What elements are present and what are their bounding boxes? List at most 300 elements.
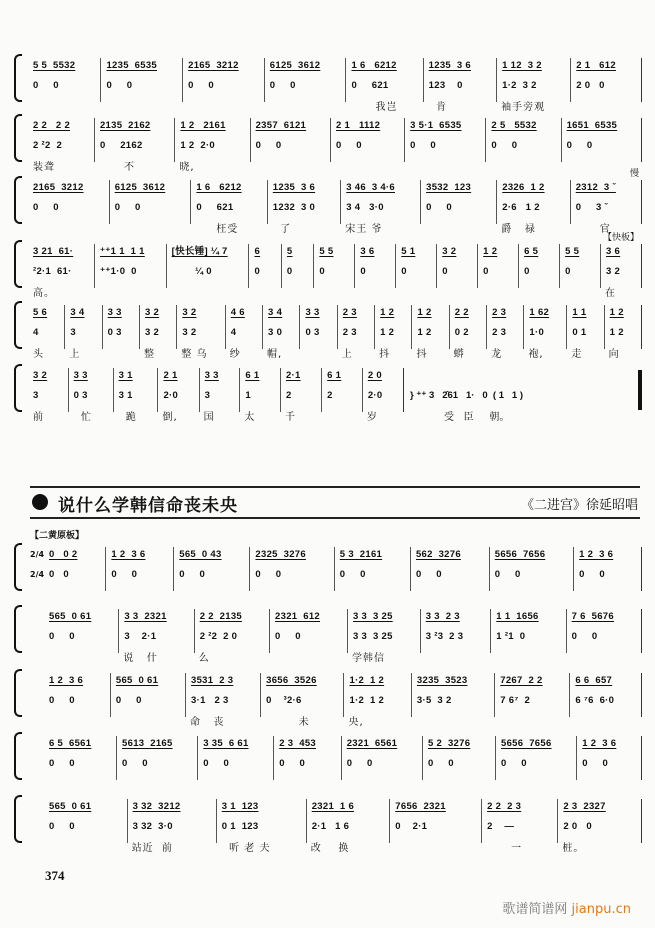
accompaniment-notes: 1 bbox=[245, 390, 251, 401]
measure-row bbox=[28, 118, 642, 174]
measure bbox=[176, 305, 224, 361]
melody-notes: 5613 2165 bbox=[122, 738, 173, 749]
melody-notes: 2165 3212 bbox=[33, 182, 84, 193]
measure bbox=[569, 673, 642, 729]
accompaniment-notes: 3 bbox=[204, 390, 211, 401]
measure bbox=[110, 673, 185, 729]
accompaniment-notes: 0 0 bbox=[203, 758, 230, 769]
measure bbox=[127, 799, 216, 855]
measure-staff bbox=[330, 118, 404, 162]
lyric-text: 站近 前 bbox=[131, 843, 173, 854]
measure-staff bbox=[166, 244, 249, 288]
accompaniment-notes: 2·6 1 2 bbox=[502, 202, 540, 213]
measure bbox=[494, 673, 569, 729]
measure bbox=[28, 244, 94, 300]
accompaniment-notes: 3·5 3 2 bbox=[416, 695, 452, 706]
accompaniment-notes: 0 0 bbox=[415, 569, 442, 580]
melody-notes: 1 2 bbox=[380, 307, 395, 318]
melody-notes: 3656 3526 bbox=[266, 675, 317, 686]
lyric-text bbox=[281, 288, 313, 300]
lyric-text: 么 bbox=[198, 653, 210, 664]
measure-row bbox=[44, 547, 642, 603]
melody-notes: 2326 1 2 bbox=[502, 182, 545, 193]
melody-notes: 2 3 2327 bbox=[563, 801, 606, 812]
melody-notes: 1 2 3 6 bbox=[579, 549, 614, 560]
melody-notes: 5 5 5532 bbox=[33, 60, 76, 71]
measure bbox=[557, 799, 642, 855]
melody-notes: 2·1 bbox=[285, 370, 301, 381]
measure bbox=[299, 305, 336, 361]
accompaniment-notes: 6 ⁷6 6·0 bbox=[575, 695, 615, 706]
measure bbox=[139, 305, 176, 361]
accompaniment-notes: 0 0 bbox=[49, 569, 69, 580]
measure-row bbox=[28, 305, 642, 361]
lyric-text bbox=[105, 591, 173, 603]
system-bracket bbox=[14, 795, 22, 843]
measure-staff bbox=[306, 799, 390, 843]
measure-staff bbox=[100, 58, 182, 102]
measure-staff bbox=[280, 368, 321, 412]
accompaniment-notes: 0 0 bbox=[114, 202, 141, 213]
accompaniment-notes: 0 0 bbox=[346, 758, 373, 769]
measure bbox=[321, 368, 362, 424]
measure bbox=[422, 736, 495, 792]
lyric-text: 肯 bbox=[427, 102, 448, 113]
melody-notes: [快长锤] ¼ 7 bbox=[171, 246, 228, 257]
measure bbox=[113, 368, 158, 424]
measure-staff bbox=[334, 547, 410, 591]
score-system bbox=[14, 305, 642, 361]
lyric-text: 帽, bbox=[267, 349, 283, 360]
melody-notes: 3 1 bbox=[118, 370, 133, 381]
measure-staff bbox=[420, 609, 491, 653]
accompaniment-notes: 0 0 bbox=[49, 821, 75, 832]
measure-staff bbox=[313, 244, 354, 288]
measure-staff bbox=[44, 673, 110, 717]
melody-notes: 6125 3612 bbox=[269, 60, 321, 71]
melody-notes: 5656 7656 bbox=[500, 738, 552, 749]
system-bracket bbox=[14, 732, 22, 780]
score-system bbox=[14, 799, 642, 855]
melody-notes: 5 1 bbox=[401, 246, 416, 257]
accompaniment-notes: 0 0 bbox=[49, 695, 75, 706]
measure bbox=[496, 58, 570, 114]
accompaniment-notes: 0 0 bbox=[427, 758, 454, 769]
accompaniment-notes: 123 0 bbox=[428, 80, 463, 91]
lyric-text bbox=[110, 717, 185, 729]
lyric-text: 枉受 bbox=[195, 224, 239, 235]
measure-staff bbox=[477, 244, 518, 288]
lyric-text bbox=[477, 288, 518, 300]
measure bbox=[523, 305, 566, 361]
lyric-text: 听 老 夫 bbox=[220, 843, 271, 854]
measure-staff bbox=[64, 305, 101, 349]
measure-staff bbox=[354, 244, 395, 288]
melody-notes: 2 1 612 bbox=[576, 60, 616, 71]
measure-staff bbox=[94, 118, 174, 162]
accompaniment-notes: 0 ³2·6 bbox=[266, 695, 302, 706]
lyric-text bbox=[102, 349, 139, 361]
accompaniment-notes: 1 2 2·0 bbox=[180, 140, 216, 151]
measure-staff bbox=[102, 305, 139, 349]
measure-staff bbox=[173, 547, 249, 591]
measure-row bbox=[28, 169, 642, 236]
lyric-text bbox=[321, 412, 362, 424]
measure-staff bbox=[281, 244, 313, 288]
lyric-text bbox=[116, 780, 197, 792]
measure bbox=[573, 547, 642, 603]
accompaniment-notes: 0 0 bbox=[336, 140, 362, 151]
measure-staff bbox=[118, 609, 193, 653]
melody-notes: 1 1 bbox=[572, 307, 587, 318]
melody-notes: 1·2 1 2 bbox=[349, 675, 385, 686]
measure bbox=[561, 118, 642, 174]
measure-staff bbox=[561, 118, 642, 162]
measure bbox=[313, 244, 354, 300]
measure-staff bbox=[347, 609, 420, 653]
measure bbox=[281, 244, 313, 300]
measure-staff bbox=[262, 305, 299, 349]
melody-notes: 3 21 61· bbox=[33, 246, 74, 257]
accompaniment-notes: 0 0 bbox=[571, 631, 598, 642]
lyric-text bbox=[44, 717, 110, 729]
accompaniment-notes: 0 1 123 bbox=[221, 821, 259, 832]
measure-staff bbox=[250, 118, 330, 162]
measure-staff bbox=[490, 609, 565, 653]
melody-notes: 6 bbox=[254, 246, 261, 257]
measure bbox=[343, 673, 410, 729]
lyric-text: 太 bbox=[244, 412, 256, 423]
accompaniment-notes: 3 0 bbox=[268, 327, 283, 338]
system-bracket bbox=[14, 176, 22, 224]
tempo-marking: 【二黄原板】 bbox=[30, 531, 85, 541]
lyric-text bbox=[436, 288, 477, 300]
accompaniment-notes: 0 3 bbox=[305, 327, 320, 338]
lyric-text bbox=[44, 653, 118, 665]
measure-staff bbox=[495, 736, 576, 780]
measure bbox=[604, 305, 642, 361]
measure bbox=[182, 58, 264, 114]
lyric-text: 学韩信 bbox=[352, 653, 386, 664]
melody-notes: 1235 3 6 bbox=[428, 60, 471, 71]
accompaniment-notes: 2 3 bbox=[342, 327, 357, 338]
lyric-text: 不 bbox=[98, 162, 136, 173]
melody-notes: 3 3 2 3 bbox=[425, 611, 460, 622]
melody-notes: 6 1 bbox=[327, 370, 342, 381]
lyric-text: 在 bbox=[605, 288, 617, 299]
melody-notes: 3 5·1 6535 bbox=[410, 120, 462, 131]
measure-staff bbox=[44, 609, 118, 653]
measure-staff bbox=[496, 58, 570, 102]
system-bracket bbox=[14, 54, 22, 102]
score-system bbox=[14, 673, 642, 729]
measure bbox=[410, 547, 489, 603]
measure bbox=[354, 244, 395, 300]
melody-notes: 5 5 bbox=[565, 246, 580, 257]
measure-staff bbox=[299, 305, 336, 349]
lyric-text: 未 bbox=[265, 717, 310, 728]
measure bbox=[570, 169, 642, 236]
accompaniment-notes: 2·0 bbox=[367, 390, 383, 401]
melody-notes: 2357 6121 bbox=[255, 120, 307, 131]
melody-notes: 1 62 bbox=[529, 307, 550, 318]
accompaniment-notes: 0 bbox=[319, 266, 325, 277]
measure-staff bbox=[496, 180, 569, 224]
accompaniment-notes: 3 2 bbox=[144, 327, 160, 338]
accompaniment-notes: 1 2 bbox=[417, 327, 432, 338]
melody-notes: 2321 1 6 bbox=[311, 801, 355, 812]
measure bbox=[490, 609, 565, 665]
measure bbox=[496, 180, 569, 236]
accompaniment-notes: 2 3 bbox=[492, 327, 507, 338]
measure-staff bbox=[420, 180, 496, 224]
lyric-text bbox=[166, 288, 249, 300]
accompaniment-notes: ¼ 0 bbox=[171, 266, 212, 277]
page-number: 374 bbox=[45, 868, 65, 883]
measure bbox=[262, 305, 299, 361]
system-bracket bbox=[14, 240, 22, 288]
lyric-text bbox=[495, 780, 576, 792]
measure bbox=[436, 244, 477, 300]
lyric-text: 走 bbox=[571, 349, 583, 360]
measure-staff bbox=[573, 547, 642, 591]
lyric-text: 了 bbox=[271, 224, 292, 235]
melody-notes: 7267 2 2 bbox=[500, 675, 543, 686]
score-system bbox=[14, 368, 523, 424]
lyric-text: 说 什 bbox=[123, 653, 158, 664]
accompaniment-notes: 3 2·1 bbox=[124, 631, 157, 642]
measure bbox=[260, 673, 343, 729]
lyric-text bbox=[197, 780, 273, 792]
measure-row bbox=[44, 609, 642, 665]
song-attribution: 《二进宫》徐延昭唱 bbox=[520, 498, 638, 513]
accompaniment-notes: 0 0 bbox=[275, 631, 301, 642]
melody-notes: 5 3 2161 bbox=[339, 549, 383, 560]
measure-staff bbox=[485, 118, 560, 162]
accompaniment-notes: 3·1 2 3 bbox=[191, 695, 229, 706]
measure bbox=[404, 118, 485, 174]
melody-notes: 3 2 bbox=[144, 307, 160, 318]
lyric-text bbox=[330, 162, 404, 174]
accompaniment-notes: 1 2 bbox=[609, 327, 624, 338]
melody-notes: 3 3 3 25 bbox=[353, 611, 393, 622]
measure-staff bbox=[559, 244, 600, 288]
measure-staff bbox=[28, 180, 109, 224]
ending-notes: } ⁺⁺ 3 2̂61 1· 0 ( 1 1 ) bbox=[410, 390, 523, 401]
measure bbox=[334, 547, 410, 603]
accompaniment-notes: 0 2162 bbox=[99, 140, 143, 151]
accompaniment-notes: 0 0 bbox=[279, 758, 306, 769]
lyric-text bbox=[273, 780, 340, 792]
system-bracket bbox=[14, 543, 22, 591]
melody-notes: 565 0 61 bbox=[49, 611, 92, 622]
lyric-text: 上 bbox=[69, 349, 81, 360]
lyric-text bbox=[249, 591, 333, 603]
lyric-text: 爵 禄 bbox=[501, 224, 536, 235]
measure-staff bbox=[436, 244, 477, 288]
measure-staff bbox=[113, 368, 158, 412]
accompaniment-notes: 0 bbox=[286, 266, 293, 277]
lyric-text bbox=[420, 224, 496, 236]
lyric-text bbox=[299, 349, 336, 361]
measure-staff bbox=[216, 799, 306, 843]
lyric-text bbox=[28, 224, 109, 236]
accompaniment-notes: 0 0 bbox=[494, 569, 521, 580]
measure bbox=[420, 609, 491, 665]
measure bbox=[337, 305, 374, 361]
measure bbox=[28, 368, 68, 424]
measure-row bbox=[28, 58, 642, 114]
measure-staff bbox=[249, 547, 333, 591]
measure bbox=[174, 118, 249, 174]
measure bbox=[345, 58, 422, 114]
measure bbox=[28, 305, 64, 361]
melody-notes: 1235 3 6 bbox=[272, 182, 316, 193]
lyric-text: 岁 bbox=[366, 412, 378, 423]
melody-notes: 1 2 bbox=[609, 307, 624, 318]
lyric-text bbox=[100, 102, 182, 114]
measure-staff bbox=[273, 736, 340, 780]
accompaniment-notes: 0 3 ˇ bbox=[575, 202, 608, 213]
accompaniment-notes: 1·2 3 2 bbox=[502, 80, 537, 91]
measure-staff bbox=[486, 305, 523, 349]
measure bbox=[306, 799, 390, 855]
accompaniment-notes: 0 bbox=[401, 266, 407, 277]
lyric-text bbox=[559, 288, 600, 300]
lyric-text: 改 换 bbox=[310, 843, 350, 854]
measure-staff bbox=[422, 736, 495, 780]
measure-staff bbox=[174, 118, 249, 162]
measure-staff bbox=[557, 799, 642, 843]
accompaniment-notes: 3 ²3 2 3 bbox=[425, 631, 464, 642]
melody-notes: 2321 6561 bbox=[346, 738, 398, 749]
lyric-text bbox=[313, 288, 354, 300]
lyric-text: 忙 bbox=[72, 412, 93, 423]
measure-staff bbox=[44, 547, 105, 591]
melody-notes: 6 6 657 bbox=[575, 675, 613, 686]
lyric-text bbox=[494, 717, 569, 729]
accompaniment-notes: 3 4 3·0 bbox=[346, 202, 384, 213]
measure bbox=[100, 58, 182, 114]
system-bracket bbox=[14, 301, 22, 349]
measure bbox=[68, 368, 113, 424]
lyric-text: 千 bbox=[284, 412, 296, 423]
measure-staff bbox=[600, 244, 642, 288]
accompaniment-notes: 0 bbox=[565, 266, 571, 277]
measure bbox=[190, 180, 266, 236]
measure-staff bbox=[116, 736, 197, 780]
accompaniment-notes: 0 0 bbox=[566, 140, 593, 151]
measure-staff bbox=[395, 244, 436, 288]
measure-staff bbox=[248, 244, 280, 288]
measure-staff bbox=[28, 244, 94, 288]
system-bracket bbox=[14, 605, 22, 653]
measure bbox=[423, 58, 496, 114]
lyric-text bbox=[573, 591, 642, 603]
measure-staff bbox=[190, 180, 266, 224]
lyric-text: 整 乌 bbox=[181, 349, 208, 360]
measure bbox=[249, 547, 333, 603]
measure-staff bbox=[523, 305, 566, 349]
measure-staff bbox=[185, 673, 260, 717]
measure-staff bbox=[127, 799, 216, 843]
measure bbox=[600, 233, 642, 300]
accompaniment-notes: 0 0 bbox=[500, 758, 527, 769]
measure-staff bbox=[157, 368, 198, 412]
accompaniment-notes: 0 0 bbox=[255, 569, 282, 580]
lyric-text bbox=[341, 780, 422, 792]
measure bbox=[116, 736, 197, 792]
melody-notes: 3 35 6 61 bbox=[203, 738, 249, 749]
melody-notes: ⁺⁺1 1 1 1 bbox=[100, 246, 145, 257]
measure bbox=[411, 305, 448, 361]
lyric-text: 央, bbox=[348, 717, 364, 728]
measure bbox=[225, 305, 262, 361]
accompaniment-notes: 0 0 bbox=[255, 140, 282, 151]
measure-staff bbox=[337, 305, 374, 349]
accompaniment-notes: 4 bbox=[230, 327, 237, 338]
accompaniment-notes: 0 0 bbox=[579, 569, 605, 580]
measure bbox=[44, 736, 116, 792]
measure bbox=[576, 736, 642, 792]
measure-row bbox=[28, 368, 404, 424]
lyric-text bbox=[489, 591, 573, 603]
measure bbox=[185, 673, 260, 729]
score-system bbox=[14, 609, 642, 665]
measure-staff bbox=[341, 736, 422, 780]
measure-row bbox=[28, 233, 642, 300]
measure bbox=[248, 244, 280, 300]
accompaniment-notes: 3 32 3·0 bbox=[132, 821, 173, 832]
lyric-text bbox=[354, 288, 395, 300]
lyric-text: 晓, bbox=[179, 162, 195, 173]
melody-notes: 6 1 bbox=[245, 370, 260, 381]
accompaniment-notes: 2·1 1 6 bbox=[311, 821, 350, 832]
lyric-text: 蟒 bbox=[453, 349, 465, 360]
accompaniment-notes: 0 bbox=[524, 266, 530, 277]
melody-notes: 1 12 3 2 bbox=[502, 60, 542, 71]
melody-notes: 5656 7656 bbox=[494, 549, 546, 560]
score-system bbox=[14, 547, 642, 603]
measure-staff bbox=[194, 609, 269, 653]
measure bbox=[486, 305, 523, 361]
accompaniment-notes: 3 bbox=[70, 327, 76, 338]
lyric-text bbox=[334, 591, 410, 603]
melody-notes: 1 2 3 6 bbox=[582, 738, 617, 749]
lyric-text: 前 bbox=[33, 412, 44, 423]
measure-staff bbox=[570, 180, 642, 224]
measure-staff bbox=[109, 180, 191, 224]
accompaniment-notes: 0 0 bbox=[426, 202, 452, 213]
measure bbox=[273, 736, 340, 792]
accompaniment-notes: 0 0 bbox=[33, 80, 59, 91]
measure bbox=[264, 58, 346, 114]
melody-notes: 0 0 2 bbox=[49, 549, 78, 560]
lyric-text bbox=[422, 780, 495, 792]
melody-notes: 1 2 bbox=[417, 307, 432, 318]
accompaniment-notes: 0 0 bbox=[339, 569, 366, 580]
lyric-text: 龙 bbox=[491, 349, 503, 360]
lyric-text: 向 bbox=[608, 349, 620, 360]
watermark-url: jianpu.cn bbox=[571, 902, 631, 917]
measure bbox=[559, 244, 600, 300]
lyric-text bbox=[566, 653, 642, 665]
lyric-text: 袍, bbox=[528, 349, 544, 360]
measure bbox=[267, 180, 340, 236]
melody-notes: 5 2 3276 bbox=[427, 738, 471, 749]
time-signature-bottom: 2/4 bbox=[30, 570, 45, 579]
measure bbox=[197, 736, 273, 792]
